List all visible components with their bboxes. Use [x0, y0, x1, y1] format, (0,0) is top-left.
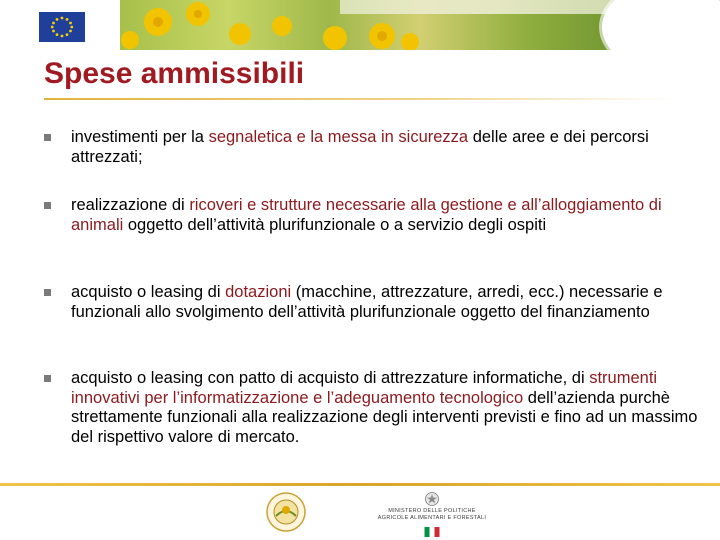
- list-item: [44, 196, 711, 235]
- page-title: Spese ammissibili: [44, 57, 305, 90]
- bullet-marker-icon: [44, 289, 51, 296]
- bullet-marker-icon: [44, 202, 51, 209]
- list-item-text: investimenti per la segnaletica e la messa in sicurezza delle aree e dei percorsi attrezzati;: [71, 128, 649, 166]
- list-item: [44, 369, 711, 447]
- list-item-text: acquisto o leasing con patto di acquisto di attrezzature informatiche, di strumenti innovativi per l’informatizzazione e l’adeguamento tecnologico dell’azienda purchè strettamente funzionali alla realizzazione degli interventi previsti e fino ad un massimo del rispettivo valore di mercato.: [71, 369, 698, 446]
- list-item-text: acquisto o leasing di dotazioni (macchine, attrezzature, arredi, ecc.) necessarie e funzionali allo svolgimento dell’attività plurifunzionale oggetto del finanziamento: [71, 283, 663, 321]
- italian-flag-icon: [424, 527, 440, 537]
- list-item-text: realizzazione di ricoveri e strutture necessarie alla gestione e all’alloggiamento di animali oggetto dell’attività plurifunzionale o a servizio degli ospiti: [71, 196, 662, 234]
- italian-republic-emblem-icon: [425, 492, 439, 506]
- banner-logo-area: [602, 0, 720, 50]
- list-item: [44, 128, 711, 167]
- regional-seal-icon: [266, 492, 306, 532]
- header-banner: [0, 0, 720, 50]
- footer: [0, 486, 720, 540]
- list-item: [44, 283, 711, 322]
- bullet-marker-icon: [44, 134, 51, 141]
- ministry-logo: [376, 492, 488, 537]
- title-divider: [44, 98, 674, 100]
- bullet-marker-icon: [44, 375, 51, 382]
- eu-flag-icon: [39, 12, 85, 42]
- ministry-name: MINISTERO DELLE POLITICHE AGRICOLE ALIMENTARI E FORESTALI: [377, 508, 487, 521]
